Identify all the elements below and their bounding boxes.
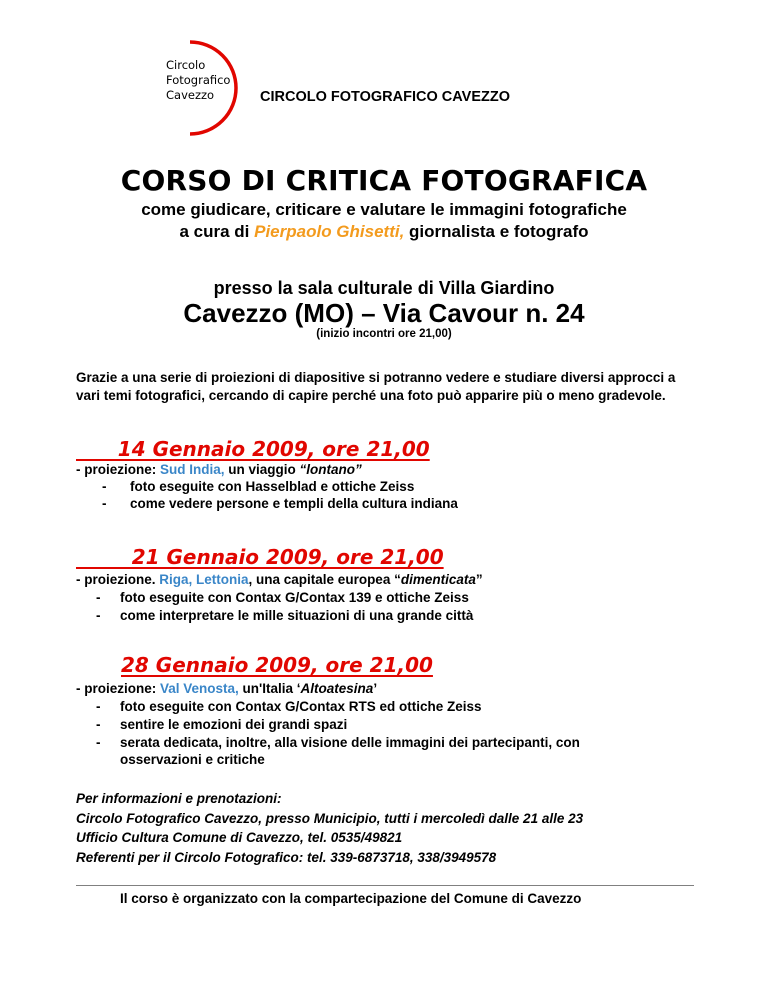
page-title: CORSO DI CRITICA FOTOGRAFICA — [120, 164, 648, 197]
bullet-dash: - — [102, 479, 107, 494]
session-3-item-2: sentire le emozioni dei grandi spazi — [120, 717, 348, 732]
session-2-lead-pre: - proiezione. — [76, 572, 160, 587]
logo-line-3: Cavezzo — [166, 88, 215, 102]
session-2-item-2: come interpretare le mille situazioni di una grande città — [120, 608, 474, 623]
session-3-date: 28 Gennaio 2009, ore 21,00 — [121, 653, 433, 677]
info-heading: Per informazioni e prenotazioni: — [76, 791, 282, 806]
bullet-dash: - — [96, 735, 101, 750]
session-1-date: 14 Gennaio 2009, ore 21,00 — [76, 437, 430, 461]
session-2-item-1: foto eseguite con Contax G/Contax 139 e ottiche Zeiss — [120, 590, 469, 605]
session-3-item-1: foto eseguite con Contax G/Contax RTS ed ottiche Zeiss — [120, 699, 482, 714]
subtitle-line-2 — [0, 222, 768, 242]
session-2-date: 21 Gennaio 2009, ore 21,00 — [76, 545, 444, 569]
session-2-theme: dimenticata — [400, 572, 476, 587]
session-3-item-3: serata dedicata, inoltre, alla visione delle immagini dei partecipanti, con — [120, 735, 580, 750]
info-line-2: Ufficio Cultura Comune di Cavezzo, tel. 0535/49821 — [76, 830, 403, 845]
session-3-lead — [76, 681, 377, 696]
start-time-note: (inizio incontri ore 21,00) — [316, 328, 452, 340]
logo-line-2: Fotografico — [166, 73, 231, 87]
info-line-1: Circolo Fotografico Cavezzo, presso Municipio, tutti i mercoledì dalle 21 alle 23 — [76, 810, 584, 826]
subtitle-line-1: come giudicare, criticare e valutare le immagini fotografiche — [141, 200, 627, 219]
venue-address: Cavezzo (MO) – Via Cavour n. 24 — [183, 298, 585, 328]
subtitle-suffix: giornalista e fotografo — [404, 222, 589, 241]
bullet-dash: - — [102, 496, 107, 511]
session-2-lead-mid: , una capitale europea “ — [248, 572, 401, 587]
info-line-3: Referenti per il Circolo Fotografico: tel. 339-6873718, 338/3949578 — [76, 849, 497, 865]
logo-line-1: Circolo — [166, 58, 206, 72]
session-1-lead-mid: un viaggio — [224, 462, 300, 477]
info-block — [76, 789, 583, 867]
session-1-place: Sud India, — [160, 462, 225, 477]
session-2-place: Riga, Lettonia — [159, 572, 249, 587]
session-3-lead-mid: un'Italia ‘ — [238, 681, 301, 696]
divider — [76, 885, 694, 886]
session-2-lead-post: ” — [475, 572, 483, 587]
session-3-lead-pre: - proiezione: — [76, 681, 160, 696]
organization-name: CIRCOLO FOTOGRAFICO CAVEZZO — [260, 89, 510, 105]
session-1-item-1: foto eseguite con Hasselblad e ottiche Zeiss — [130, 479, 415, 494]
session-3-place: Val Venosta, — [160, 681, 239, 696]
session-3-theme: Altoatesina — [300, 681, 374, 696]
author-name: Pierpaolo Ghisetti, — [254, 222, 405, 241]
session-2-lead — [76, 572, 483, 587]
intro-paragraph: Grazie a una serie di proiezioni di diapositive si potranno vedere e studiare diversi approcci a vari temi fotografici, cercando di capire perché una foto può apparire più o meno gradevole. — [76, 370, 676, 403]
session-3-item-4: osservazioni e critiche — [120, 752, 265, 767]
session-1-lead — [76, 462, 362, 477]
venue-line: presso la sala culturale di Villa Giardino — [213, 278, 555, 298]
session-1-theme: “lontano” — [299, 462, 362, 477]
bullet-dash: - — [96, 699, 101, 714]
circolo-logo — [150, 36, 250, 140]
bullet-dash: - — [96, 590, 101, 605]
bullet-dash: - — [96, 608, 101, 623]
bullet-dash: - — [96, 717, 101, 732]
session-1-item-2: come vedere persone e templi della cultura indiana — [130, 496, 458, 511]
footer-note: Il corso è organizzato con la compartecipazione del Comune di Cavezzo — [120, 891, 582, 906]
subtitle-prefix: a cura di — [179, 222, 255, 241]
session-3-lead-post: ’ — [373, 681, 378, 696]
session-1-lead-pre: - proiezione: — [76, 462, 160, 477]
